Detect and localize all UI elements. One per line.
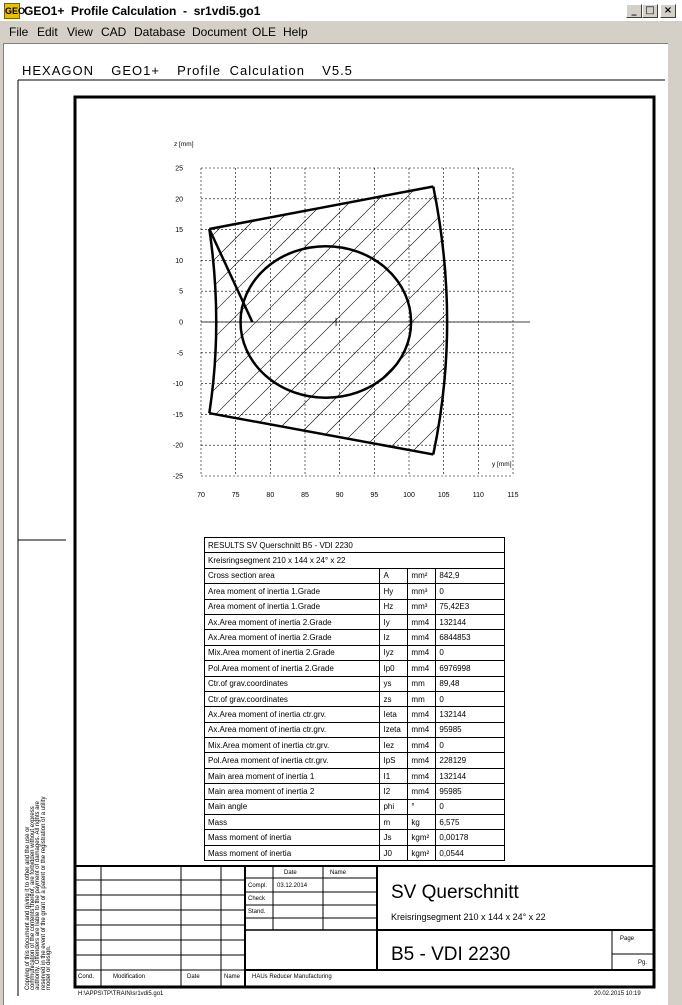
result-label: Ax.Area moment of inertia ctr.grv.: [205, 707, 380, 722]
result-label: Main angle: [205, 799, 380, 814]
result-label: Ax.Area moment of inertia 2.Grade: [205, 630, 380, 645]
result-value: 842,9: [436, 568, 505, 583]
chart-grid: [201, 168, 530, 476]
check-label: Check: [248, 896, 266, 902]
result-unit: mm4: [408, 614, 436, 629]
company-name: HAUs Reducer Manufacturing: [252, 974, 332, 980]
results-row: [205, 599, 505, 614]
result-unit: mm4: [408, 722, 436, 737]
result-label: Main area moment of inertia 2: [205, 784, 380, 799]
file-path: H:\APPS\TP\TRAIN\sr1vdi5.go1: [78, 991, 164, 997]
result-unit: mm4: [408, 661, 436, 676]
result-symbol: J0: [380, 845, 408, 860]
window-title: GEO1+ Profile Calculation - sr1vdi5.go1: [24, 4, 261, 18]
hatch-line: [238, 150, 558, 470]
result-symbol: Iz: [380, 630, 408, 645]
page-label: Page: [620, 936, 635, 942]
results-row: [205, 753, 505, 768]
results-row: [205, 815, 505, 830]
result-label: Ctr.of grav.coordinates: [205, 676, 380, 691]
result-unit: mm³: [408, 584, 436, 599]
y-tick-label: -10: [172, 381, 183, 389]
result-value: 95985: [436, 784, 505, 799]
result-unit: mm4: [408, 784, 436, 799]
results-row: [205, 630, 505, 645]
result-symbol: A: [380, 568, 408, 583]
y-tick-label: -20: [172, 442, 183, 450]
result-value: 75,42E3: [436, 599, 505, 614]
hatch-line: [290, 150, 610, 470]
minimize-button[interactable]: _: [626, 4, 642, 18]
copyright-notice: Copying of this document and giving it to other and the use or communication of the contents thereof, are forbidden without express authority. Offenders are liable to the payment of damages. All rights are reserved in the event of the grant of a patent or the registration of a utility model or design.: [25, 796, 52, 990]
result-symbol: Iy: [380, 614, 408, 629]
result-unit: mm4: [408, 707, 436, 722]
hatch-line: [0, 150, 246, 470]
y-tick-label: -15: [172, 411, 183, 419]
result-label: Mix.Area moment of inertia ctr.grv.: [205, 738, 380, 753]
title-block-lines: [75, 866, 654, 987]
hatch-line: [316, 150, 636, 470]
results-subtitle-row: [205, 553, 505, 568]
result-value: 228129: [436, 753, 505, 768]
hatch-line: [0, 150, 272, 470]
result-value: 0,00178: [436, 830, 505, 845]
result-unit: mm4: [408, 738, 436, 753]
result-symbol: I1: [380, 768, 408, 783]
hatch-line: [472, 150, 682, 470]
hatch-line: [186, 150, 506, 470]
compl-label: Compl.: [248, 883, 268, 889]
rev-modification-header: Modification: [113, 974, 146, 980]
result-value: 0: [436, 799, 505, 814]
result-label: Main area moment of inertia 1: [205, 768, 380, 783]
result-label: Cross section area: [205, 568, 380, 583]
results-row: [205, 830, 505, 845]
result-symbol: ys: [380, 676, 408, 691]
result-unit: kg: [408, 815, 436, 830]
maximize-button[interactable]: □: [642, 4, 658, 18]
result-unit: mm4: [408, 645, 436, 660]
menu-file[interactable]: File: [9, 25, 29, 39]
result-unit: kgm²: [408, 830, 436, 845]
x-tick-label: 115: [507, 492, 519, 499]
result-label: Pol.Area moment of inertia 2.Grade: [205, 661, 380, 676]
pg-label: Pg.: [638, 960, 648, 966]
result-symbol: Izeta: [380, 722, 408, 737]
hatch-line: [108, 150, 428, 470]
result-symbol: Iyz: [380, 645, 408, 660]
x-tick-label: 85: [301, 492, 309, 499]
y-tick-label: 15: [175, 227, 183, 235]
hatch-line: [368, 150, 682, 470]
menu-database[interactable]: Database: [134, 25, 186, 39]
result-label: Mix.Area moment of inertia 2.Grade: [205, 645, 380, 660]
rev-name-header: Name: [224, 974, 241, 980]
result-value: 6844853: [436, 630, 505, 645]
result-unit: mm: [408, 691, 436, 706]
result-label: Ax.Area moment of inertia ctr.grv.: [205, 722, 380, 737]
result-label: Mass moment of inertia: [205, 845, 380, 860]
inner-arc: [209, 229, 216, 413]
y-tick-label: 20: [175, 196, 183, 204]
result-symbol: Ieta: [380, 707, 408, 722]
profile-shape: [209, 186, 447, 454]
result-value: 0: [436, 584, 505, 599]
result-value: 0: [436, 691, 505, 706]
x-tick-label: 70: [197, 492, 205, 499]
results-title: RESULTS SV Querschnitt B5 - VDI 2230: [205, 538, 505, 553]
x-tick-label: 95: [370, 492, 379, 499]
results-row: [205, 845, 505, 860]
x-axis-title: y [mm]: [492, 461, 512, 468]
results-row: [205, 584, 505, 599]
x-tick-label: 75: [231, 492, 240, 499]
y-tick-label: -25: [172, 473, 183, 481]
hatch-line: [160, 150, 480, 470]
result-label: Mass: [205, 815, 380, 830]
result-label: Pol.Area moment of inertia ctr.grv.: [205, 753, 380, 768]
menu-ole[interactable]: OLE: [252, 25, 277, 39]
results-row: [205, 738, 505, 753]
results-row: [205, 722, 505, 737]
result-unit: mm4: [408, 630, 436, 645]
x-tick-label: 90: [335, 492, 344, 499]
result-label: Area moment of inertia 1.Grade: [205, 599, 380, 614]
result-unit: mm³: [408, 599, 436, 614]
chart-hatching: [0, 150, 682, 470]
result-value: 0,0544: [436, 845, 505, 860]
results-row: [205, 799, 505, 814]
hatch-line: [264, 150, 584, 470]
result-symbol: Ip0: [380, 661, 408, 676]
hatch-line: [394, 150, 682, 470]
menu-view[interactable]: View: [67, 25, 93, 39]
drawing-subtitle: Kreisringsegment 210 x 144 x 24° x 22: [391, 912, 546, 922]
results-row: [205, 784, 505, 799]
result-symbol: Iez: [380, 738, 408, 753]
results-table: [204, 537, 505, 861]
result-unit: mm²: [408, 568, 436, 583]
result-value: 6,575: [436, 815, 505, 830]
rev-date-header: Date: [187, 974, 200, 980]
x-tick-label: 100: [403, 492, 415, 499]
result-label: Area moment of inertia 1.Grade: [205, 584, 380, 599]
result-value: 6976998: [436, 661, 505, 676]
hatch-lines: [0, 150, 682, 470]
hatch-line: [446, 150, 682, 470]
name-header: Name: [330, 870, 347, 876]
results-row: [205, 691, 505, 706]
results-row: [205, 676, 505, 691]
hatch-line: [30, 150, 350, 470]
y-axis-title: z [mm]: [174, 141, 194, 148]
y-tick-label: -5: [176, 350, 183, 358]
result-symbol: I2: [380, 784, 408, 799]
menu-document[interactable]: Document: [192, 25, 247, 39]
results-subtitle: Kreisringsegment 210 x 144 x 24° x 22: [205, 553, 505, 568]
date-header: Date: [284, 870, 297, 876]
result-value: 89,48: [436, 676, 505, 691]
result-symbol: zs: [380, 691, 408, 706]
result-unit: °: [408, 799, 436, 814]
result-value: 0: [436, 738, 505, 753]
result-value: 132144: [436, 707, 505, 722]
results-row: [205, 768, 505, 783]
result-symbol: m: [380, 815, 408, 830]
result-symbol: Hy: [380, 584, 408, 599]
rev-cond-header: Cond.: [78, 974, 95, 980]
app-icon: GEO: [4, 3, 20, 19]
result-unit: mm: [408, 676, 436, 691]
result-unit: mm4: [408, 768, 436, 783]
y-tick-label: 5: [179, 288, 183, 296]
x-tick-label: 105: [437, 492, 450, 499]
y-tick-label: 10: [175, 257, 183, 265]
document-header: HEXAGON GEO1+ Profile Calculation V5.5: [22, 63, 353, 78]
result-label: Ctr.of grav.coordinates: [205, 691, 380, 706]
result-value: 0: [436, 645, 505, 660]
stand-label: Stand.: [248, 909, 266, 915]
drawing-number: B5 - VDI 2230: [391, 944, 511, 965]
result-symbol: Js: [380, 830, 408, 845]
bottom-edge: [209, 413, 433, 454]
results-row: [205, 568, 505, 583]
y-tick-label: 25: [175, 165, 183, 173]
close-button[interactable]: ×: [660, 4, 676, 18]
results-row: [205, 661, 505, 676]
hatch-line: [420, 150, 682, 470]
y-tick-label: 0: [179, 319, 183, 327]
menu-edit[interactable]: Edit: [37, 25, 58, 39]
result-label: Mass moment of inertia: [205, 830, 380, 845]
compl-date: 03.12.2014: [277, 883, 308, 889]
x-tick-label: 110: [472, 492, 484, 499]
result-label: Ax.Area moment of inertia 2.Grade: [205, 614, 380, 629]
drawing-title: SV Querschnitt: [391, 882, 519, 903]
result-symbol: Hz: [380, 599, 408, 614]
result-value: 132144: [436, 768, 505, 783]
hatch-line: [342, 150, 662, 470]
results-row: [205, 707, 505, 722]
result-value: 132144: [436, 614, 505, 629]
result-symbol: IpS: [380, 753, 408, 768]
menu-help[interactable]: Help: [283, 25, 308, 39]
hatch-line: [4, 150, 324, 470]
result-symbol: phi: [380, 799, 408, 814]
x-tick-label: 80: [266, 492, 275, 499]
results-title-row: [205, 538, 505, 553]
hatch-line: [0, 150, 220, 470]
result-unit: kgm²: [408, 845, 436, 860]
menu-cad[interactable]: CAD: [101, 25, 127, 39]
results-row: [205, 645, 505, 660]
top-edge: [209, 186, 433, 229]
print-timestamp: 20.02.2015 10:19: [594, 991, 641, 997]
result-value: 95985: [436, 722, 505, 737]
result-unit: mm4: [408, 753, 436, 768]
results-row: [205, 614, 505, 629]
